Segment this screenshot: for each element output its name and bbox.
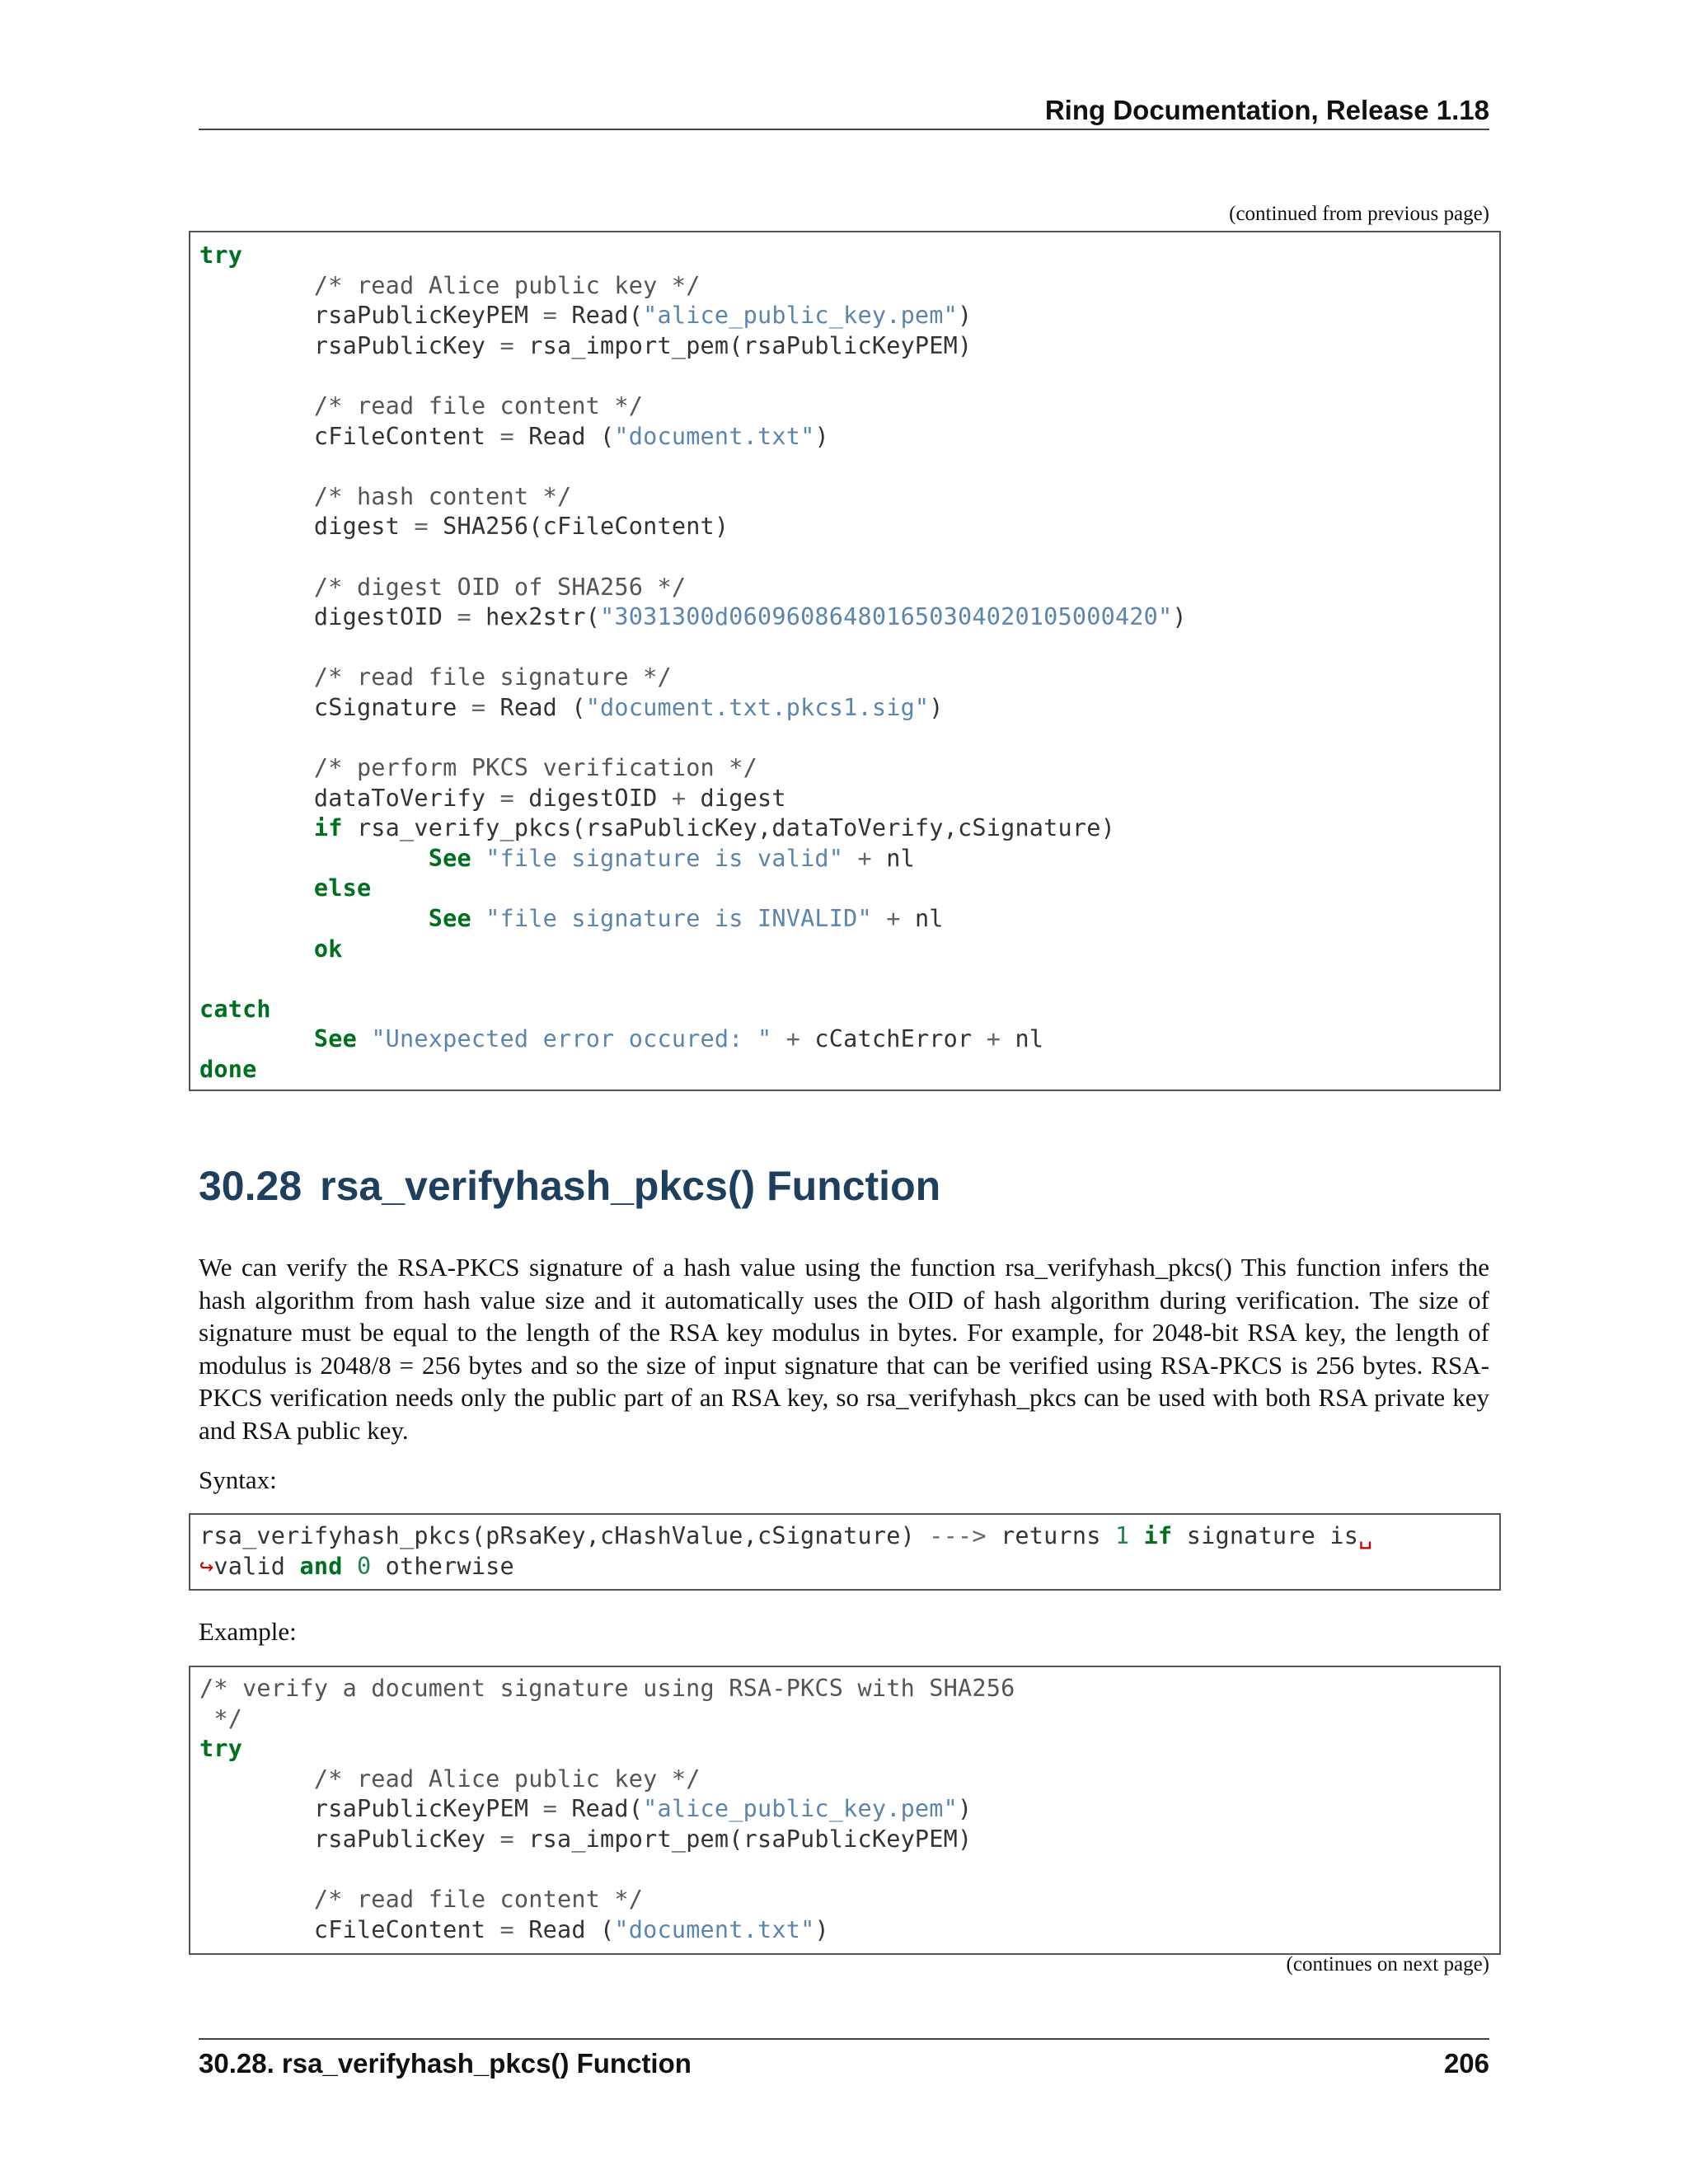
code-token: if	[313, 814, 343, 842]
section-number: 30.28	[199, 1163, 302, 1209]
example-label: Example:	[199, 1617, 297, 1646]
code-token	[843, 845, 857, 872]
code-token: rsa_verifyhash_pkcs(pRsaKey,cHashValue,cSignature)	[199, 1522, 930, 1549]
code-token: rsa_verify_pkcs(rsaPublicKey,dataToVerify,cSignature)	[342, 814, 1115, 842]
code-token: nl	[900, 905, 944, 933]
code-line	[199, 905, 944, 932]
code-token: cFileContent	[199, 422, 500, 450]
code-token	[199, 814, 314, 841]
code-token	[199, 663, 314, 691]
code-token	[771, 1025, 785, 1052]
code-token: if	[1143, 1522, 1173, 1549]
code-token: try	[199, 241, 243, 269]
code-token: +	[986, 1025, 1001, 1053]
syntax-label: Syntax:	[199, 1465, 277, 1494]
code-block-verify-pkcs	[189, 231, 1501, 1091]
code-token: )	[814, 1915, 829, 1943]
code-line	[199, 1795, 972, 1822]
code-token: "file signature is INVALID"	[485, 905, 872, 933]
code-line	[199, 1675, 1015, 1702]
code-token: */	[199, 1704, 243, 1732]
code-line	[199, 603, 1187, 630]
code-token: rsa_import_pem(rsaPublicKeyPEM)	[513, 331, 973, 359]
code-token: See	[428, 905, 471, 933]
code-token: +	[785, 1025, 801, 1053]
code-token: Read(	[556, 1795, 644, 1823]
code-token: /* digest OID of SHA256 */	[313, 573, 687, 601]
code-line	[199, 845, 915, 872]
code-token	[199, 574, 314, 601]
code-token	[872, 905, 886, 932]
code-token: =	[457, 603, 471, 631]
code-line	[199, 1886, 643, 1913]
code-token	[343, 1553, 357, 1580]
code-line	[199, 423, 829, 450]
code-token: +	[671, 784, 687, 812]
code-block-syntax	[189, 1513, 1501, 1591]
footer-section-ref: 30.28. rsa_verifyhash_pkcs() Function	[199, 2048, 692, 2079]
code-token: "document.txt.pkcs1.sig"	[585, 693, 930, 721]
code-token: rsaPublicKey	[199, 1825, 500, 1853]
code-token	[471, 905, 485, 932]
code-token	[199, 1886, 314, 1913]
code-token: =	[414, 513, 429, 541]
code-line	[199, 694, 944, 721]
code-token	[199, 272, 314, 299]
code-token: =	[499, 1915, 514, 1943]
code-listing	[199, 241, 1499, 1085]
code-token: =	[499, 331, 514, 359]
code-line	[199, 1765, 701, 1793]
code-token: "document.txt"	[614, 1915, 815, 1943]
code-token: )	[1172, 603, 1187, 631]
code-token: "Unexpected error occured: "	[371, 1025, 772, 1053]
code-token: +	[886, 905, 901, 933]
code-token: =	[542, 1795, 557, 1823]
page-number: 206	[1443, 2048, 1489, 2079]
code-token: )	[929, 693, 944, 721]
code-token: signature is	[1172, 1522, 1359, 1549]
section-paragraph: We can verify the RSA-PKCS signature of a hash value using the function rsa_verifyhash_pkcs() This function infers the hash algorithm from hash value size and it automatically uses the OID of hash algorithm during verification. The size of signature must be equal to the length of the RSA key modulus in bytes. For example, for 2048-bit RSA key, the length of modulus is 2048/8 = 256 bytes and so the size of input signature that can be verified using RSA-PKCS is 256 bytes. RSA-PKCS verification needs only the public part of an RSA key, so rsa_verifyhash_pkcs can be used with both RSA private key and RSA public key.	[199, 1253, 1489, 1445]
code-token: /* perform PKCS verification */	[313, 754, 757, 782]
code-token	[199, 754, 314, 781]
code-token: /* read file content */	[313, 391, 644, 419]
code-token: =	[499, 422, 514, 450]
code-token	[1129, 1522, 1143, 1549]
code-token: Read (	[513, 1915, 615, 1943]
code-line	[199, 814, 1115, 841]
code-token: else	[313, 874, 372, 902]
code-token: otherwise	[371, 1552, 514, 1580]
code-token: cCatchError	[800, 1025, 987, 1053]
code-listing	[199, 1521, 1499, 1582]
code-token: valid	[213, 1552, 300, 1580]
code-token: rsaPublicKey	[199, 331, 500, 359]
code-line	[199, 1553, 514, 1580]
code-block-example	[189, 1666, 1501, 1955]
running-footer	[199, 2038, 1489, 2088]
code-line	[199, 332, 972, 359]
code-line	[199, 392, 643, 419]
code-line	[199, 663, 672, 691]
code-token: "alice_public_key.pem"	[643, 1795, 959, 1823]
code-line	[199, 1025, 1043, 1052]
code-line	[199, 996, 271, 1023]
code-token: --->	[929, 1522, 987, 1549]
code-token: nl	[871, 844, 915, 872]
code-token: See	[428, 844, 471, 872]
code-line	[199, 302, 972, 329]
code-line	[199, 935, 343, 963]
code-token: ␣	[1358, 1522, 1373, 1549]
code-token: cFileContent	[199, 1915, 500, 1943]
code-token: /* read file signature */	[313, 663, 672, 691]
code-token	[199, 845, 429, 872]
code-line	[199, 1916, 829, 1943]
code-token: =	[542, 302, 557, 330]
code-line	[199, 1825, 972, 1853]
code-token: rsa_import_pem(rsaPublicKeyPEM)	[513, 1825, 973, 1853]
code-token	[199, 1765, 314, 1793]
code-line	[199, 483, 571, 510]
code-token	[357, 1025, 371, 1052]
continued-from-caption: (continued from previous page)	[1229, 203, 1489, 225]
code-token: "alice_public_key.pem"	[643, 302, 959, 330]
code-token	[199, 1025, 314, 1052]
code-line	[199, 785, 786, 812]
code-token: Read (	[485, 693, 586, 721]
code-token: cSignature	[199, 693, 471, 721]
code-token: See	[313, 1025, 357, 1053]
code-token: )	[958, 1795, 973, 1823]
code-token: +	[857, 844, 872, 872]
code-token: Read(	[556, 302, 644, 330]
code-token: dataToVerify	[199, 784, 500, 812]
code-token	[199, 483, 314, 510]
code-token: done	[199, 1056, 257, 1084]
code-line	[199, 1056, 256, 1083]
code-token: digestOID	[199, 603, 457, 631]
code-line	[199, 1522, 1372, 1549]
code-token: try	[199, 1735, 243, 1763]
code-token: "3031300d060960864801650304020105000420"	[600, 603, 1173, 631]
code-line	[199, 574, 686, 601]
code-token: =	[471, 693, 486, 721]
code-token: catch	[199, 995, 271, 1023]
code-token: digest	[686, 784, 786, 812]
code-line	[199, 513, 729, 540]
code-token	[471, 845, 485, 872]
section-title: rsa_verifyhash_pkcs() Function	[320, 1163, 941, 1209]
code-token: nl	[1001, 1025, 1044, 1053]
code-token	[199, 935, 314, 963]
code-token: "document.txt"	[614, 422, 815, 450]
code-token: =	[499, 784, 514, 812]
code-token	[199, 392, 314, 419]
code-token: "file signature is valid"	[485, 844, 844, 872]
code-line	[199, 1735, 242, 1762]
code-token: Read (	[513, 422, 615, 450]
code-token: ↪	[199, 1552, 214, 1580]
code-token: /* read Alice public key */	[313, 1765, 701, 1793]
code-token: /* hash content */	[313, 482, 572, 510]
code-token	[199, 905, 429, 932]
code-token: =	[499, 1825, 514, 1853]
code-token: /* verify a document signature using RSA-PKCS with SHA256	[199, 1675, 1015, 1702]
code-line	[199, 1705, 242, 1732]
code-line	[199, 241, 242, 269]
code-token: returns	[986, 1522, 1115, 1549]
code-token	[199, 874, 314, 902]
code-token: ok	[313, 935, 343, 963]
code-listing	[199, 1674, 1499, 1945]
code-token: )	[814, 422, 829, 450]
code-token: /* read Alice public key */	[313, 271, 701, 299]
code-line	[199, 874, 371, 902]
code-token: 0	[356, 1552, 372, 1580]
code-token: 1	[1114, 1522, 1130, 1549]
code-token: digestOID	[513, 784, 672, 812]
code-line	[199, 272, 701, 299]
continues-on-caption: (continues on next page)	[1286, 1953, 1489, 1975]
code-token: /* read file content */	[313, 1886, 644, 1914]
code-token: SHA256(cFileContent)	[428, 513, 729, 541]
section-heading	[199, 1162, 940, 1210]
code-token: and	[299, 1552, 343, 1580]
code-token: rsaPublicKeyPEM	[199, 302, 543, 330]
code-line	[199, 754, 757, 781]
code-token: hex2str(	[471, 603, 601, 631]
code-token: )	[958, 302, 973, 330]
code-token: rsaPublicKeyPEM	[199, 1795, 543, 1823]
code-token: digest	[199, 513, 415, 541]
running-header: Ring Documentation, Release 1.18	[199, 91, 1489, 130]
